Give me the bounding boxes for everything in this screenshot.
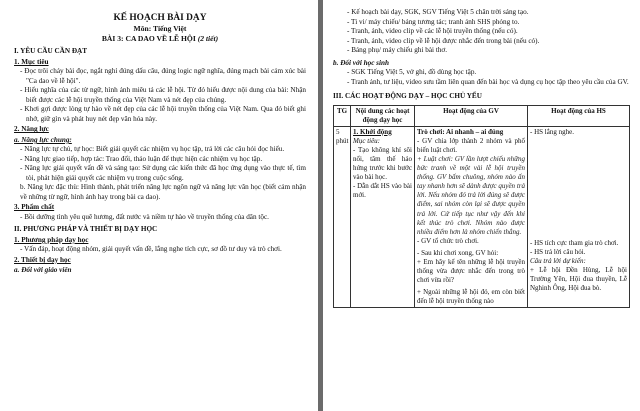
activity-goal: - Dẫn dắt HS vào bài mới. — [353, 182, 412, 200]
doc-subject: Môn: Tiếng Việt — [133, 24, 187, 34]
section-heading: II. PHƯƠNG PHÁP VÀ THIẾT BỊ DẠY HỌC — [14, 225, 158, 234]
list-item: - Kế hoạch bài dạy, SGK, SGV Tiếng Việt 5 chân trời sáng tạo. — [347, 8, 529, 16]
teacher-step: - GV chia lớp thành 2 nhóm và phổ biến luật chơi. — [417, 136, 525, 154]
teacher-step: - GV tổ chức trò chơi. — [417, 236, 479, 245]
activity-goal-label: Mục tiêu: — [353, 136, 381, 145]
list-item: - Tranh, ảnh, video clip về lễ hội được nhắc đến trong bài (nếu có). — [347, 36, 540, 45]
doc-title: KẾ HOẠCH BÀI DẠY — [113, 13, 207, 23]
list-item: - Ti vi/ máy chiếu/ bảng tương tác; tranh ảnh SHS phóng to. — [347, 17, 520, 26]
lesson-note: (2 tiết) — [197, 34, 219, 44]
subsection-heading: 2. Thiết bị dạy học — [14, 255, 71, 264]
table-header-cell: Hoạt động của GV — [415, 105, 528, 126]
student-cell — [528, 126, 630, 308]
expected-answer-label: Câu trả lời dự kiến: — [530, 256, 586, 265]
list-item: - SGK Tiếng Việt 5, vở ghi, đồ dùng học tập. — [347, 68, 477, 76]
section-heading: III. CÁC HOẠT ĐỘNG DẠY – HỌC CHỦ YẾU — [333, 92, 482, 100]
list-item: - Bảng phụ/ máy chiếu ghi bài thơ. — [347, 46, 448, 54]
student-step: - HS trả lời câu hỏi. — [530, 247, 586, 256]
list-item: - Năng lực tự chủ, tự học: Biết giải quyết các nhiệm vụ học tập, trả lời các câu hỏi đọc hiểu. — [20, 145, 285, 154]
list-item: - Tranh, ảnh, video clip về các lễ hội truyền thống (nếu có). — [347, 27, 518, 35]
table-header-cell: Hoạt động của HS — [528, 105, 630, 126]
list-item: - Đọc trôi chảy bài đọc, ngắt nghỉ đúng dấu câu, đúng logic ngữ nghĩa, đúng mạch bài cảm xúc bài "Ca dao về lễ hội". — [20, 67, 306, 85]
game-rules: + Luật chơi: GV lần lượt chiếu những bức tranh về một vài lễ hội truyền thống. GV bấm chuông, nhóm nào ấn tay nhanh hơn sẽ dành được quyền trả lời. Nếu nhóm đó trả lời đúng sẽ được điểm, sai nhóm còn lại sẽ được quyền trả lời. Cứ tiếp tục như vậy đến khi kết thúc trò chơi. Nhóm nào được nhiều điểm hơn là nhóm chiến thắng. — [417, 154, 525, 236]
list-item: - Hiểu nghĩa của các từ ngữ, hình ảnh miêu tả các lễ hội. Từ đó hiểu được nội dung của bài: Nhận biết được các lễ hội truyền thống của Việt Nam và nét đẹp của chúng. — [20, 86, 306, 104]
subsection-heading: 1. Phương pháp dạy học — [14, 235, 89, 244]
document-page-left — [0, 0, 318, 411]
list-item: - Năng lực giải quyết vấn đề và sáng tạo: Sử dụng các kiến thức đã học ứng dụng vào thực tế, tìm tòi, phát hiện giải quyết các nhiệm vụ trong cuộc sống. — [20, 164, 306, 182]
list-item: - Bồi dưỡng tình yêu quê hương, đất nước và niềm tự hào về truyền thống của dân tộc. — [20, 212, 269, 221]
student-step: - HS tích cực tham gia trò chơi. — [530, 238, 619, 247]
game-title: Trò chơi: Ai nhanh – ai đúng — [417, 127, 504, 136]
content-cell — [351, 126, 415, 308]
subsection-heading: 1. Mục tiêu — [14, 57, 49, 66]
subsection-heading: 3. Phẩm chất — [14, 203, 55, 212]
table-header-cell: Nội dung các hoạt động dạy học — [351, 105, 415, 126]
student-step: - HS lắng nghe. — [530, 127, 574, 136]
table-header-cell: TG — [334, 105, 351, 126]
document-page-right — [323, 0, 640, 411]
expected-answer: + Lễ hội Đền Hùng, Lễ hội Trường Yên, Hội đua thuyền, Lễ Nghinh Ông, Hội đua bò. — [530, 266, 627, 293]
table-row — [334, 126, 630, 308]
list-item: - Năng lực giao tiếp, hợp tác: Trao đổi, thảo luận để thực hiện các nhiệm vụ học tập. — [20, 154, 263, 163]
list-item: - Tranh ảnh, tư liệu, video sưu tầm liên quan đến bài học và dụng cụ học tập theo yêu cầu của GV. — [347, 77, 629, 86]
sub-subsection-heading: a. Đối với giáo viên — [14, 266, 72, 275]
list-item: - Khơi gợi được lòng tự hào về nét đẹp của các lễ hội truyền thống của Việt Nam. Qua đó biết ghi nhớ, giữ gìn và phát huy nét đẹp văn hóa này. — [20, 105, 306, 123]
activity-title: 1. Khởi động — [353, 127, 392, 136]
lesson-title: BÀI 3: CA DAO VỀ LỄ HỘI — [101, 34, 196, 44]
teacher-question: + Ngoài những lễ hội đó, em còn biết đến lễ hội truyền thống nào — [417, 288, 525, 306]
time-cell: 5 phút — [334, 126, 351, 308]
sub-subsection-heading: a. Năng lực chung: — [14, 135, 72, 144]
activities-table — [333, 105, 630, 309]
list-item: - Vấn đáp, hoạt động nhóm, giải quyết vấn đề, lắng nghe tích cực, sơ đồ tư duy và trò chơi. — [20, 245, 282, 254]
cell-spacer — [530, 137, 627, 239]
paragraph: b. Năng lực đặc thù: Hình thành, phát triển năng lực ngôn ngữ và năng lực văn học (biết cảm nhận về những từ ngữ, hình ảnh hay trong bài ca dao). — [20, 183, 306, 201]
teacher-cell — [415, 126, 528, 308]
section-heading: I. YÊU CẦU CẦN ĐẠT — [14, 47, 88, 56]
table-header-row — [334, 105, 630, 126]
sub-subsection-heading: b. Đối với học sinh — [333, 58, 389, 67]
doc-lesson — [14, 34, 306, 44]
subsection-heading: 2. Năng lực — [14, 125, 49, 134]
activity-goal: - Tạo không khí sôi nổi, tâm thế háo hứng trước khi bước vào bài học. — [353, 145, 412, 182]
teacher-step: - Sau khi chơi xong, GV hỏi: — [417, 248, 499, 257]
teacher-question: + Em hãy kể tên những lễ hội truyền thống vừa được nhắc đến trong trò chơi vừa rồi? — [417, 258, 525, 285]
